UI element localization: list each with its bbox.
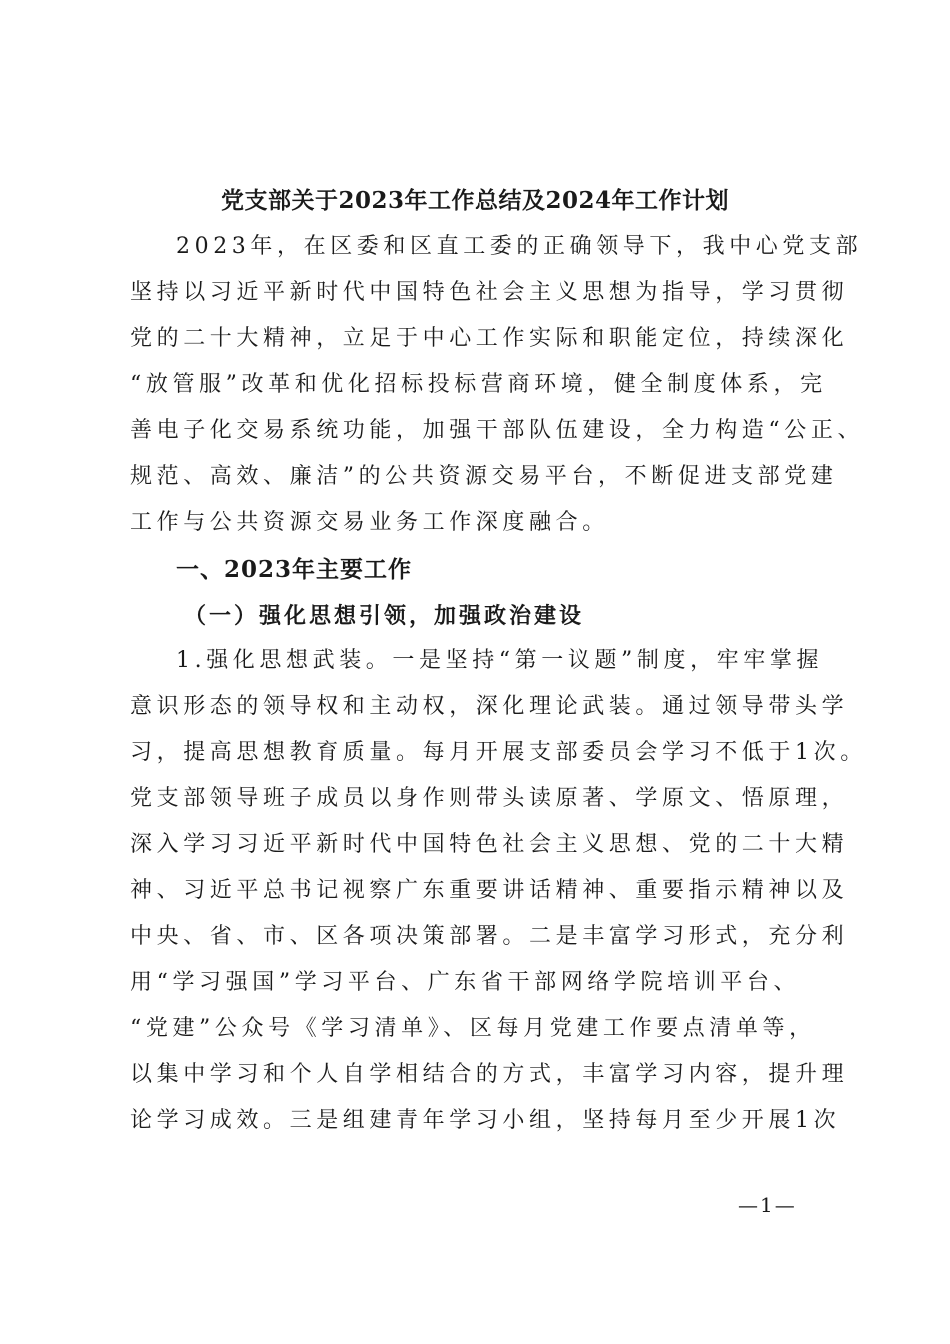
document-title: 党支部关于2023年工作总结及2024年工作计划 — [220, 187, 730, 214]
body-line: 党支部领导班子成员以身作则带头读原著、学原文、悟原理， — [130, 786, 849, 811]
body-line: 神、习近平总书记视察广东重要讲话精神、重要指示精神以及 — [130, 878, 849, 903]
body-line: 以集中学习和个人自学相结合的方式，丰富学习内容，提升理 — [130, 1062, 849, 1087]
subsection-heading: （一）强化思想引领，加强政治建设 — [184, 603, 585, 629]
body-line: 深入学习习近平新时代中国特色社会主义思想、党的二十大精 — [130, 832, 849, 857]
intro-line: 善电子化交易系统功能，加强干部队伍建设，全力构造“公正、 — [130, 418, 865, 443]
body-line: “党建”公众号《学习清单》、区每月党建工作要点清单等， — [130, 1016, 816, 1041]
body-line: 论学习成效。三是组建青年学习小组，坚持每月至少开展1次 — [130, 1108, 841, 1133]
body-line: 用“学习强国”学习平台、广东省干部网络学院培训平台、 — [130, 970, 801, 995]
body-line: 意识形态的领导权和主动权，深化理论武装。通过领导带头学 — [130, 694, 849, 719]
intro-line: 工作与公共资源交易业务工作深度融合。 — [130, 510, 609, 535]
intro-line: 规范、高效、廉洁”的公共资源交易平台，不断促进支部党建 — [130, 464, 838, 489]
body-line: 习，提高思想教育质量。每月开展支部委员会学习不低于1次。 — [130, 740, 867, 765]
intro-line: 2023年，在区委和区直工委的正确领导下，我中心党支部 — [176, 234, 863, 259]
section-heading: 一、2023年主要工作 — [176, 556, 413, 583]
intro-line: 党的二十大精神，立足于中心工作实际和职能定位，持续深化 — [130, 326, 849, 351]
intro-line: 坚持以习近平新时代中国特色社会主义思想为指导，学习贯彻 — [130, 280, 849, 305]
intro-line: “放管服”改革和优化招标投标营商环境，健全制度体系，完 — [130, 372, 827, 397]
body-line: 1.强化思想武装。一是坚持“第一议题”制度，牢牢掌握 — [176, 648, 824, 673]
page-number: —1— — [738, 1193, 797, 1217]
body-line: 中央、省、市、区各项决策部署。二是丰富学习形式，充分利 — [130, 924, 849, 949]
